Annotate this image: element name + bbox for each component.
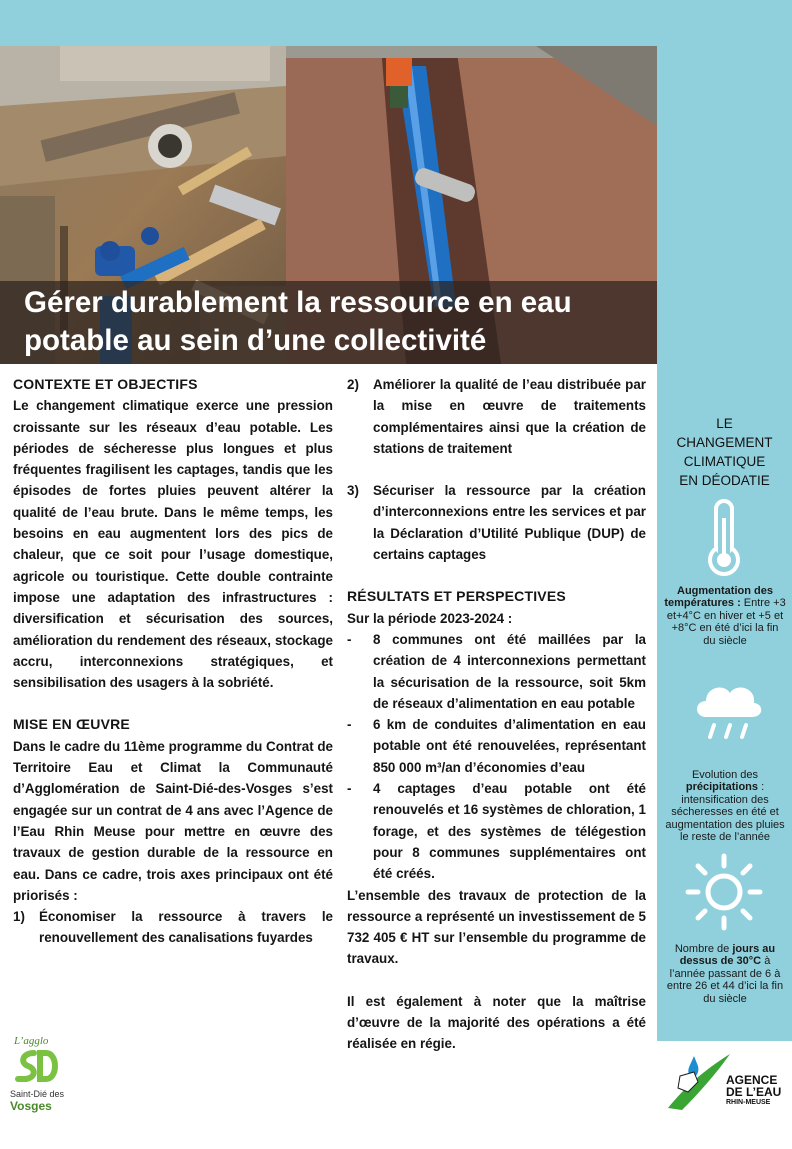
sidebar-title-line: EN DÉODATIE [679, 473, 770, 488]
resultat-text: 4 captages d’eau potable ont été renouvelés et 16 systèmes de chloration, 1 forage, et des systèmes de télégestion pour 8 communes supplémentaires ont été créés. [373, 781, 646, 882]
resultats-summary: L’ensemble des travaux de protection de la ressource a représenté un investissement de 5 732 405 € HT sur l’ensemble du programme de travaux. [347, 887, 646, 967]
resultat-item [347, 714, 646, 778]
agglo-logo [10, 1035, 70, 1125]
agglo-logo-top: L’agglo [14, 1035, 49, 1047]
left-column [13, 374, 333, 949]
bullet-dash: - [347, 781, 352, 797]
agglo-sub-2: des [49, 1089, 65, 1099]
axe-number: 3) [347, 483, 359, 499]
bullet-dash: - [347, 631, 352, 647]
axe-text: Économiser la ressource à travers le renouvellement des canalisations fuyardes [39, 909, 333, 946]
agglo-logo-sub [10, 1089, 70, 1099]
agglo-sub-1: Saint-Dié [10, 1089, 48, 1099]
title-line-2: potable au sein d’une collectivité [24, 324, 487, 357]
sidebar-heat-days-text [664, 943, 786, 1005]
resultat-text: 8 communes ont été maillées par la création de 4 interconnexions permettant la sécurisation de la ressource, soit 5km de réseaux d’alimentation en eau potable [373, 631, 646, 711]
resultat-item [347, 629, 646, 714]
title-line-1: Gérer durablement la ressource en eau [24, 286, 572, 319]
rain-cloud-icon [690, 677, 766, 743]
agence-line-2: DE L’EAU [726, 1085, 782, 1099]
precip-text: : intensification des sécheresses en été et augmentation des pluies le reste de l’année [665, 781, 785, 844]
agglo-logo-bottom: Vosges [10, 1099, 52, 1113]
sidebar-temperature-text [664, 585, 786, 647]
sun-icon [684, 852, 764, 932]
precip-pre: Evolution des [691, 769, 759, 781]
heat-bold: jours au dessus de 30°C [679, 943, 776, 968]
sidebar-title-line: LE [716, 416, 733, 431]
axe-item-1 [13, 906, 333, 949]
thermometer-icon [703, 498, 745, 578]
page-title [24, 284, 649, 360]
axe-item-3 [347, 480, 646, 565]
sidebar-title [657, 414, 792, 490]
sidebar-precipitation-text [664, 769, 786, 843]
sidebar-title-line: CLIMATIQUE [683, 454, 766, 469]
top-color-band [0, 0, 792, 46]
temp-bold: Augmentation des températures : [664, 585, 773, 610]
axe-number: 2) [347, 377, 359, 392]
contexte-heading: CONTEXTE ET OBJECTIFS [13, 376, 198, 392]
agence-eau-swoosh-icon [664, 1048, 734, 1112]
resultats-period: Sur la période 2023-2024 : [347, 610, 513, 626]
agence-eau-logo [664, 1048, 788, 1114]
heat-pre: Nombre de [674, 943, 730, 955]
agence-line-1: AGENCE [726, 1073, 778, 1087]
axe-item-2 [347, 374, 646, 459]
precip-bold: précipitations [685, 781, 758, 794]
bullet-dash: - [347, 717, 352, 733]
resultats-heading: RÉSULTATS ET PERSPECTIVES [347, 588, 566, 605]
resultat-text: 6 km de conduites d’alimentation en eau potable ont été renouvelées, représentant 850 000 m³/an d’économies d’eau [373, 717, 646, 775]
heat-text: à l’année passant de 6 à entre 26 et 44 d’ici la fin du siècle [666, 955, 784, 1005]
agence-line-3: RHIN-MEUSE [726, 1099, 771, 1106]
axe-text: Sécuriser la ressource par la création d’interconnexions entre les services et par la Déclaration d’Utilité Publique (DUP) de certains captages [373, 483, 646, 563]
contexte-text: Le changement climatique exerce une pression croissante sur les réseaux d’eau potable. Les périodes de sécheresse plus longues et plus fréquentes fragilisent les captages, tandis que les épisodes de fortes pluies peuvent altérer la qualité de l’eau brute. Dans le même temps, les besoins en eau augmentent lors des pics de chaleur, que ce soit pour l’usage domestique, agricole ou touristique. Cette double contrainte impose une adaptation des infrastructures : diversification et sécurisation des sources, amélioration du rendement des réseaux, stockage accru, interconnexions stratégiques, et sensibilisation des usagers à la sobriété. [13, 398, 333, 691]
axe-number: 1) [13, 909, 25, 925]
resultat-item [347, 778, 646, 884]
resultats-note: Il est également à noter que la maîtrise d’œuvre de la majorité des opérations a été réalisée en régie. [347, 993, 646, 1052]
sidebar-title-line: CHANGEMENT [676, 435, 773, 450]
temp-text: Entre +3 et+4°C en hiver et +5 et +8°C en été d’ici la fin du siècle [666, 597, 786, 647]
mise-heading: MISE EN ŒUVRE [13, 716, 130, 733]
agglo-sd-mark-icon [14, 1047, 62, 1089]
middle-column [347, 374, 646, 1055]
mise-text: Dans le cadre du 11ème programme du Contrat de Territoire Eau et Climat la Communauté d’Agglomération de Saint-Dié-des-Vosges s’est engagée sur un contrat de 4 ans avec l’Agence de l’Eau Rhin Meuse pour mettre en œuvre des travaux de gestion durable de la ressource en eau. Dans ce cadre, trois axes principaux ont été priorisés : [13, 738, 333, 903]
axe-text: Améliorer la qualité de l’eau distribuée par la mise en œuvre de traitements complémentaires ainsi que la création de stations de traitement [373, 377, 646, 456]
